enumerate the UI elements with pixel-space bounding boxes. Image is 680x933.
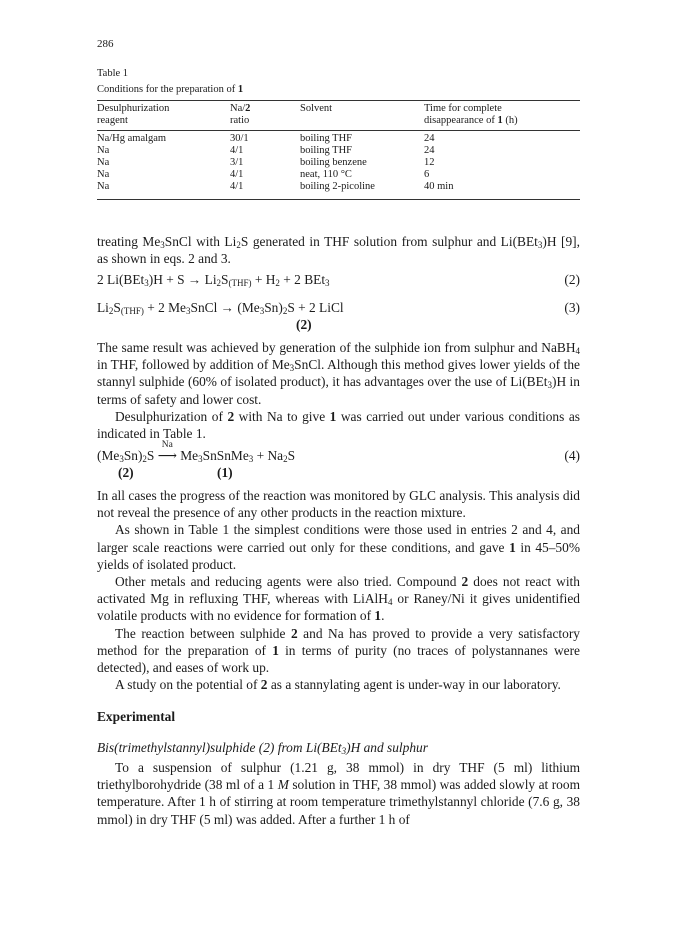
section-title: Experimental: [97, 709, 176, 724]
text-run: treating Me: [97, 234, 161, 249]
table-cell: Na: [97, 145, 110, 156]
text-run: in 45–50% yields of isolated product.: [97, 539, 580, 572]
text-run: Bis(trimethylstannyl)sulphide (2) from Li(BEt: [97, 740, 342, 755]
equation-2: [97, 272, 580, 290]
table-header-col4: [424, 103, 518, 127]
text-run: SnCl. Although this method gives lower yields of the stannyl sulphide (60% of isolated product), it has advantages over the use of Li(BEt: [97, 357, 580, 390]
table-cell: 30/1: [230, 133, 249, 144]
compound-label: (2): [118, 465, 134, 480]
compound-ref: 1: [374, 608, 382, 624]
equation-4: [97, 440, 580, 466]
compound-ref: 1: [509, 539, 516, 555]
text-run: A study on the potential of: [115, 677, 261, 693]
equation-number: (3): [564, 300, 580, 315]
header-text: Desulphurization: [97, 103, 170, 114]
paragraph-group: In all cases the progress of the reaction was monitored by GLC analysis. This analysis did not reveal the presence of any other products in the reaction mixture. As shown in Table 1 the simplest conditions were those used in entries 2 and 4, and larger scale reactions were carried out only for these conditions, and gave 1 in 45–50% yields of isolated product. Other metals and reducing agents were also tried. Compound 2 does not react with activated Mg in refluxing THF, whereas with LiAlH$_4$ or Raney/Ni it gives unidentified volatile products with no evidence for formation of 1. The reaction between sulphide 2 and Na has proved to provide a very satisfactory method for the preparation of 1 in terms of purity (no traces of polystannanes were detected), and eases of work up. A study on the potential of 2 as a stannylating agent is under-way in our laboratory.: [97, 488, 580, 693]
text-run: SnCl with Li: [164, 234, 237, 249]
table-cell: boiling 2-picoline: [300, 181, 375, 192]
text-run: S generated in THF solution from sulphur and Li(BEt: [240, 234, 538, 249]
table-label: Table 1: [97, 68, 129, 79]
equation-number: (2): [564, 272, 580, 287]
text-run: as a stannylating agent is under-way in our laboratory.: [267, 677, 561, 693]
compound-ref: 2: [260, 677, 268, 693]
table-header-col1: [97, 103, 169, 127]
table-cell: neat, 110 °C: [300, 169, 352, 180]
header-text: reagent: [97, 115, 128, 126]
table-cell: Na: [97, 181, 110, 192]
reaction-arrow: Na ⟶: [157, 440, 177, 463]
paragraph: The same result was achieved by generation of the sulphide ion from sulphur and NaBH$_4$ in THF, followed by addition of $Me_3SnCl$. Although this method gives lower yields of the stannyl sulphide (60% of isolated product), it has advantages over the use of Li(BEt$_3$)H in terms of safety and lower cost. Desulphurization of 2 with Na to give 1 was carried out under various conditions as indicated in Table 1.: [97, 340, 580, 442]
header-text: disappearance of 1 (h): [424, 115, 518, 126]
text-run: M: [277, 777, 289, 793]
table-cell: 3/1: [230, 157, 244, 168]
text-run: )H in terms of safety and lower cost.: [97, 374, 580, 407]
paragraph: [97, 759, 580, 828]
text-run: .: [381, 608, 385, 624]
table-cell: Na: [97, 157, 110, 168]
compound-ref: 1: [329, 408, 337, 424]
text-run: The reaction between sulphide: [115, 625, 291, 641]
table-cell: boiling benzene: [300, 157, 367, 168]
text-run: in THF, followed by addition of Me: [97, 357, 290, 373]
text-run: in terms of purity (no traces of polystannanes were detected), and eases of work up.: [97, 642, 580, 676]
text-run: or Raney/Ni it gives unidentified volatile products with no evidence for formation of: [97, 591, 580, 624]
text-run: with Na to give: [234, 408, 330, 424]
equation-text: $Li_2S_{(THF)} + 2$ $Me_3SnCl \to (Me_3Sn)_2S + 2$ LiCl: [97, 300, 344, 316]
subsection-title: Bis(trimethylstannyl)sulphide (2) from Li(BEt$_3$)H and sulphur: [97, 740, 428, 756]
text-run: )H [9], as shown in eqs. 2 and 3.: [97, 234, 580, 267]
header-text: ratio: [230, 115, 250, 126]
arrow-label: Na: [161, 440, 173, 450]
table-header-col2: [230, 103, 250, 127]
header-text: Time for complete: [424, 103, 502, 114]
table-cell: 24: [424, 133, 435, 144]
text-run: Other metals and reducing agents were also tried. Compound: [115, 574, 462, 590]
table-cell: Na: [97, 169, 110, 180]
text-run: was carried out under various conditions as indicated in Table 1.: [97, 408, 580, 442]
text-run: and Na has proved to provide a very satisfactory method for the preparation of: [97, 625, 580, 658]
table-top-rule: [97, 100, 580, 101]
table-cell: 12: [424, 157, 435, 168]
text-run: Desulphurization of: [115, 408, 228, 424]
equation-3: [97, 300, 580, 318]
text-run: As shown in Table 1 the simplest conditions were those used in entries 2 and 4, and larger scale reactions were carried out only for these conditions, and gave: [97, 522, 580, 555]
table-cell: 6: [424, 169, 430, 180]
table-cell: 40 min: [424, 181, 454, 192]
compound-ref: 2: [290, 625, 298, 641]
table-cell: 4/1: [230, 145, 244, 156]
text-run: )H and sulphur: [346, 740, 428, 755]
equation-text: 2 $Li(BEt_3)H + S \to Li_2S_{(THF)} + H_2 + 2$ BEt$_3$: [97, 272, 330, 288]
compound-ref: 2: [461, 574, 469, 590]
compound-ref: 1: [237, 84, 244, 95]
compound-ref: 2: [227, 408, 235, 424]
header-text: Na/2: [230, 103, 251, 114]
table-cell: 4/1: [230, 169, 244, 180]
paragraph: In all cases the progress of the reaction was monitored by GLC analysis. This analysis did not reveal the presence of any other products in the reaction mixture.: [97, 488, 580, 521]
text-run: The same result was achieved by generation of the sulphide ion from sulphur and NaBH: [97, 340, 576, 355]
compound-label: (1): [217, 465, 233, 480]
page-number: 286: [97, 38, 114, 50]
compound-ref: 1: [272, 642, 279, 658]
table-cell: Na/Hg amalgam: [97, 133, 167, 144]
text-run: To a suspension of sulphur (1.21 g, 38 mmol) in dry THF (5 ml) lithium triethylborohydride (38 ml of a 1: [97, 760, 580, 793]
table-caption-text: Conditions for the preparation of: [97, 84, 238, 95]
table-cell: 24: [424, 145, 435, 156]
table-header-col3: Solvent: [300, 103, 333, 114]
compound-label: (2): [296, 317, 312, 332]
text-run: does not react with activated Mg in refluxing THF, whereas with LiAlH: [97, 574, 580, 607]
text-run: solution in THF, 38 mmol) was added slowly at room temperature. After 1 h of stirring at room temperature trimethylstannyl chloride (7.6 g, 38 mmol) in dry THF (5 ml) was added. After a further 1 h of: [97, 777, 580, 827]
equation-number: (4): [564, 448, 580, 463]
table-caption: [97, 84, 243, 95]
table-cell: boiling THF: [300, 145, 353, 156]
table-header-rule: [97, 130, 580, 131]
table-cell: 4/1: [230, 181, 244, 192]
paragraph: treating $Me_3SnCl$ with $Li_2S$ generated in THF solution from sulphur and Li(BEt$_3$)H [9], as shown in eqs. 2 and 3.: [97, 234, 580, 267]
table-bottom-rule: [97, 199, 580, 200]
table-cell: boiling THF: [300, 133, 353, 144]
equation-text: $(Me_3Sn)_2S$ Na ⟶ $Me_3SnSnMe_3 + Na_2S$: [97, 440, 296, 464]
